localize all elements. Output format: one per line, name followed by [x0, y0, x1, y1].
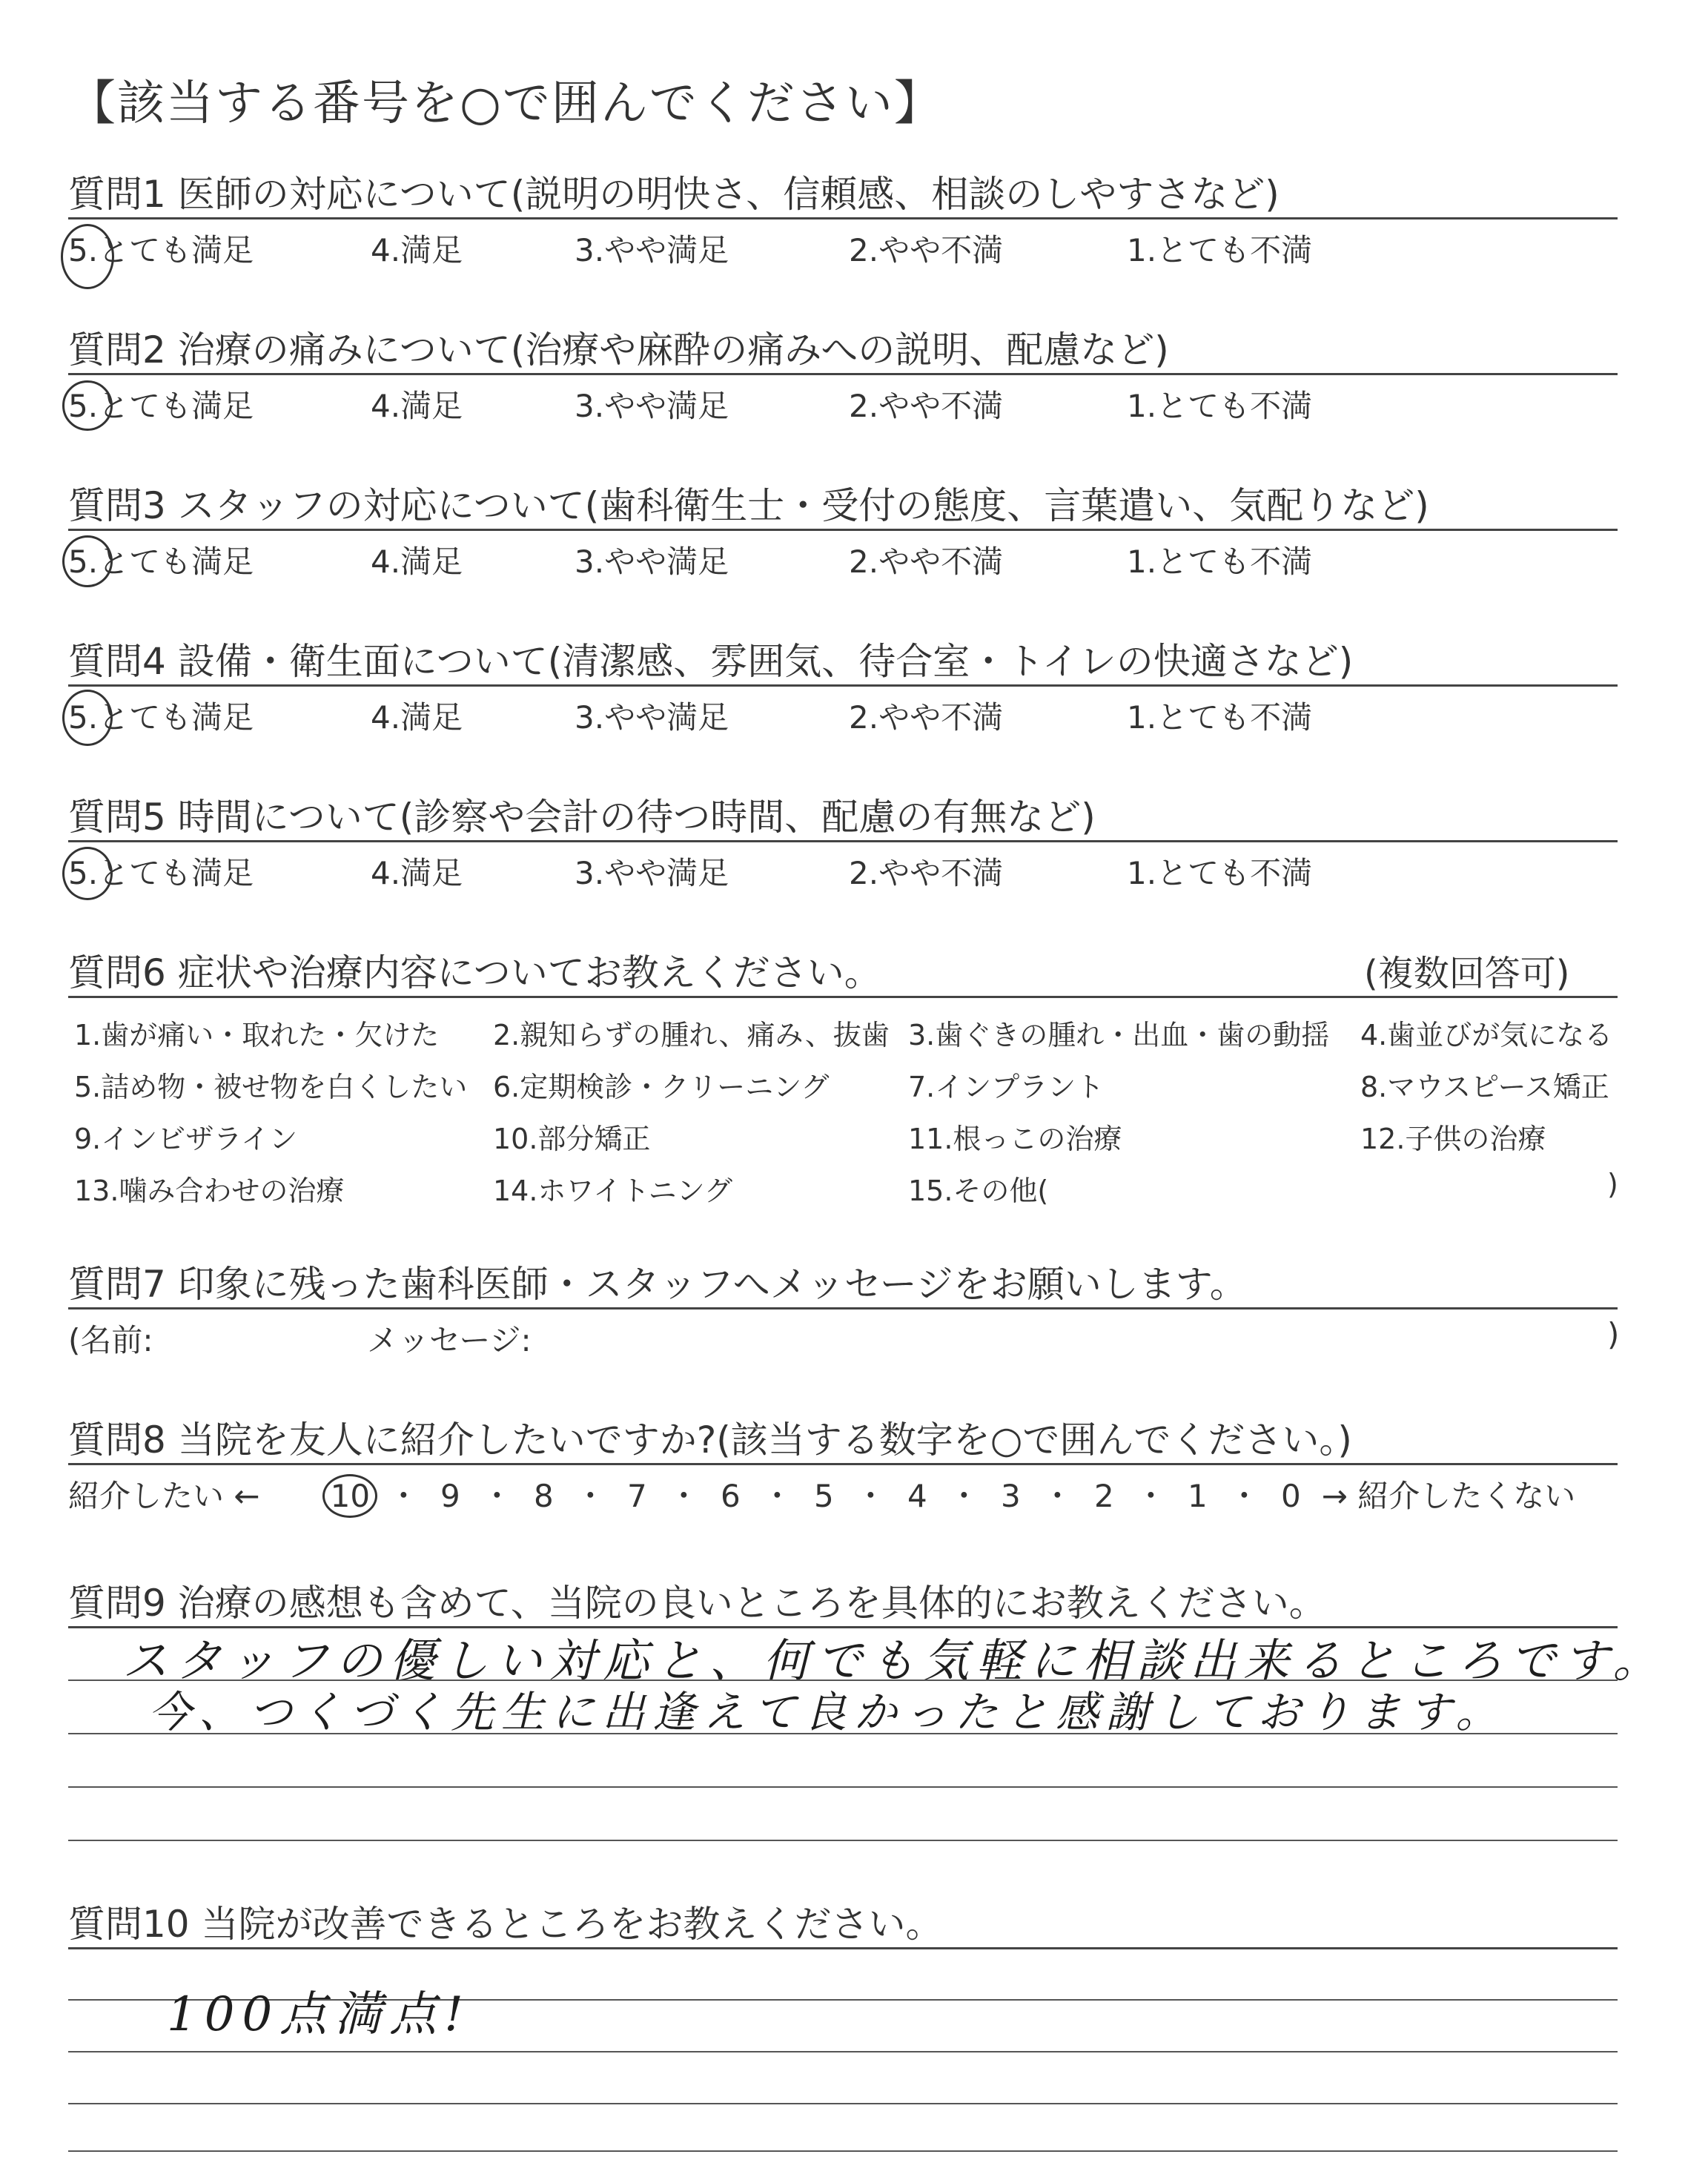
answer-line — [68, 1786, 1618, 1788]
option-4[interactable]: 4.満足 — [371, 699, 463, 736]
symptom-item-other[interactable]: 15.その他( — [908, 1175, 1049, 1207]
question-3-rule — [68, 529, 1618, 531]
option-2[interactable]: 2.やや不満 — [849, 855, 1004, 891]
scale-values — [322, 1472, 1311, 1518]
handwritten-answer: 100点満点! — [167, 1987, 471, 2042]
option-3[interactable]: 3.やや満足 — [575, 388, 729, 424]
question-3-title: 質問3 スタッフの対応について(歯科衛生士・受付の態度、言葉遣い、気配りなど) — [68, 484, 1429, 527]
symptom-item[interactable]: 7.インプラント — [908, 1071, 1105, 1103]
question-1-title: 質問1 医師の対応について(説明の明快さ、信頼感、相談のしやすさなど) — [68, 173, 1280, 216]
option-5[interactable]: 5.とても満足 — [68, 388, 254, 424]
symptom-item[interactable]: 5.詰め物・被せ物を白くしたい — [74, 1071, 468, 1103]
question-8-rule — [68, 1463, 1618, 1465]
option-2[interactable]: 2.やや不満 — [849, 232, 1004, 268]
question-2-rule — [68, 373, 1618, 375]
question-5-rule — [68, 840, 1618, 842]
selection-circle — [62, 690, 113, 746]
symptom-item[interactable]: 14.ホワイトニング — [493, 1175, 733, 1207]
option-1[interactable]: 1.とても不満 — [1127, 232, 1313, 268]
question-9-title: 質問9 治療の感想も含めて、当院の良いところを具体的にお教えください。 — [68, 1582, 1326, 1625]
answer-line — [68, 2150, 1618, 2152]
scale-separator: ・ — [948, 1478, 980, 1514]
option-4[interactable]: 4.満足 — [371, 544, 463, 580]
scale-value-10[interactable]: 10 — [322, 1474, 377, 1518]
scale-value-9[interactable]: 9 — [440, 1478, 460, 1514]
answer-line — [68, 1840, 1618, 1841]
symptom-item[interactable]: 13.噛み合わせの治療 — [74, 1175, 345, 1207]
symptom-item[interactable]: 6.定期検診・クリーニング — [493, 1071, 830, 1103]
option-1[interactable]: 1.とても不満 — [1127, 699, 1313, 736]
name-label: (名前: — [68, 1322, 153, 1358]
question-10-title: 質問10 当院が改善できるところをお教えください。 — [68, 1903, 943, 1946]
question-10-rule — [68, 1947, 1618, 1949]
handwritten-answer-line-2: 今、つくづく先生に出逢えて良かったと感謝しております。 — [148, 1687, 1506, 1737]
scale-value-8[interactable]: 8 — [533, 1478, 554, 1514]
selection-circle — [61, 224, 114, 289]
option-4[interactable]: 4.満足 — [371, 855, 463, 891]
question-5-title: 質問5 時間について(診察や会計の待つ時間、配慮の有無など) — [68, 796, 1096, 839]
symptom-item[interactable]: 4.歯並びが気になる — [1360, 1019, 1613, 1051]
question-6-rule — [68, 996, 1618, 998]
scale-value-1[interactable]: 1 — [1187, 1478, 1208, 1514]
scale-value-0[interactable]: 0 — [1280, 1478, 1301, 1514]
question-4-rule — [68, 684, 1618, 687]
referral-scale — [68, 1472, 1575, 1518]
selection-circle — [62, 380, 113, 431]
scale-right-label: → 紹介したくない — [1321, 1478, 1576, 1514]
multiple-answers-note: (複数回答可) — [1364, 953, 1570, 994]
answer-line — [68, 1733, 1618, 1734]
option-4[interactable]: 4.満足 — [371, 232, 463, 268]
scale-value-4[interactable]: 4 — [907, 1478, 927, 1514]
scale-value-6[interactable]: 6 — [720, 1478, 741, 1514]
option-2[interactable]: 2.やや不満 — [849, 544, 1004, 580]
question-1-rule — [68, 217, 1618, 219]
handwritten-answer-line-1: スタッフの優しい対応と、何でも気軽に相談出来るところです。 — [122, 1634, 1666, 1688]
question-4-title: 質問4 設備・衛生面について(清潔感、雰囲気、待合室・トイレの快適さなど) — [68, 640, 1354, 683]
question-8-title: 質問8 当院を友人に紹介したいですか?(該当する数字を○で囲んでください。) — [68, 1418, 1352, 1462]
scale-value-5[interactable]: 5 — [813, 1478, 834, 1514]
symptom-item[interactable]: 9.インビザライン — [74, 1123, 298, 1155]
symptom-item[interactable]: 11.根っこの治療 — [908, 1123, 1122, 1155]
scale-value-7[interactable]: 7 — [626, 1478, 647, 1514]
option-5[interactable]: 5.とても満足 — [68, 544, 254, 580]
option-3[interactable]: 3.やや満足 — [575, 544, 729, 580]
answer-line — [68, 2103, 1618, 2104]
option-5[interactable]: 5.とても満足 — [68, 699, 254, 736]
scale-separator: ・ — [1228, 1478, 1260, 1514]
option-1[interactable]: 1.とても不満 — [1127, 388, 1313, 424]
option-3[interactable]: 3.やや満足 — [575, 699, 729, 736]
scale-separator: ・ — [388, 1478, 420, 1514]
scale-separator: ・ — [1042, 1478, 1073, 1514]
symptom-item[interactable]: 2.親知らずの腫れ、痛み、抜歯 — [493, 1019, 890, 1051]
question-7-title: 質問7 印象に残った歯科医師・スタッフへメッセージをお願いします。 — [68, 1263, 1247, 1306]
scale-separator: ・ — [761, 1478, 793, 1514]
option-3[interactable]: 3.やや満足 — [575, 232, 729, 268]
message-label: メッセージ: — [367, 1322, 532, 1358]
option-1[interactable]: 1.とても不満 — [1127, 544, 1313, 580]
option-2[interactable]: 2.やや不満 — [849, 699, 1004, 736]
question-2-title: 質問2 治療の痛みについて(治療や麻酔の痛みへの説明、配慮など) — [68, 328, 1169, 371]
option-2[interactable]: 2.やや不満 — [849, 388, 1004, 424]
message-close-paren: ) — [1607, 1316, 1620, 1353]
option-3[interactable]: 3.やや満足 — [575, 855, 729, 891]
question-6-title: 質問6 症状や治療内容についてお教えください。 — [68, 951, 881, 994]
selection-circle — [62, 847, 113, 900]
scale-separator: ・ — [1135, 1478, 1167, 1514]
option-4[interactable]: 4.満足 — [371, 388, 463, 424]
answer-line — [68, 2051, 1618, 2052]
scale-left-label: 紹介したい ← — [68, 1478, 260, 1514]
other-close-paren: ) — [1607, 1168, 1618, 1200]
question-7-rule — [68, 1307, 1618, 1309]
option-5[interactable]: 5.とても満足 — [68, 855, 254, 891]
scale-separator: ・ — [481, 1478, 513, 1514]
symptom-item[interactable]: 3.歯ぐきの腫れ・出血・歯の動揺 — [908, 1019, 1330, 1051]
option-1[interactable]: 1.とても不満 — [1127, 855, 1313, 891]
instruction-header: 【該当する番号を○で囲んでください】 — [68, 76, 943, 131]
scale-separator: ・ — [855, 1478, 887, 1514]
option-5[interactable]: 5.とても満足 — [68, 232, 254, 268]
scale-value-3[interactable]: 3 — [1000, 1478, 1021, 1514]
scale-value-2[interactable]: 2 — [1093, 1478, 1114, 1514]
symptom-item[interactable]: 10.部分矯正 — [493, 1123, 651, 1155]
scale-separator: ・ — [668, 1478, 700, 1514]
selection-circle — [62, 535, 113, 587]
symptom-item[interactable]: 1.歯が痛い・取れた・欠けた — [74, 1019, 440, 1051]
scale-separator: ・ — [575, 1478, 606, 1514]
symptom-item[interactable]: 12.子供の治療 — [1360, 1123, 1546, 1155]
symptom-item[interactable]: 8.マウスピース矯正 — [1360, 1071, 1609, 1103]
